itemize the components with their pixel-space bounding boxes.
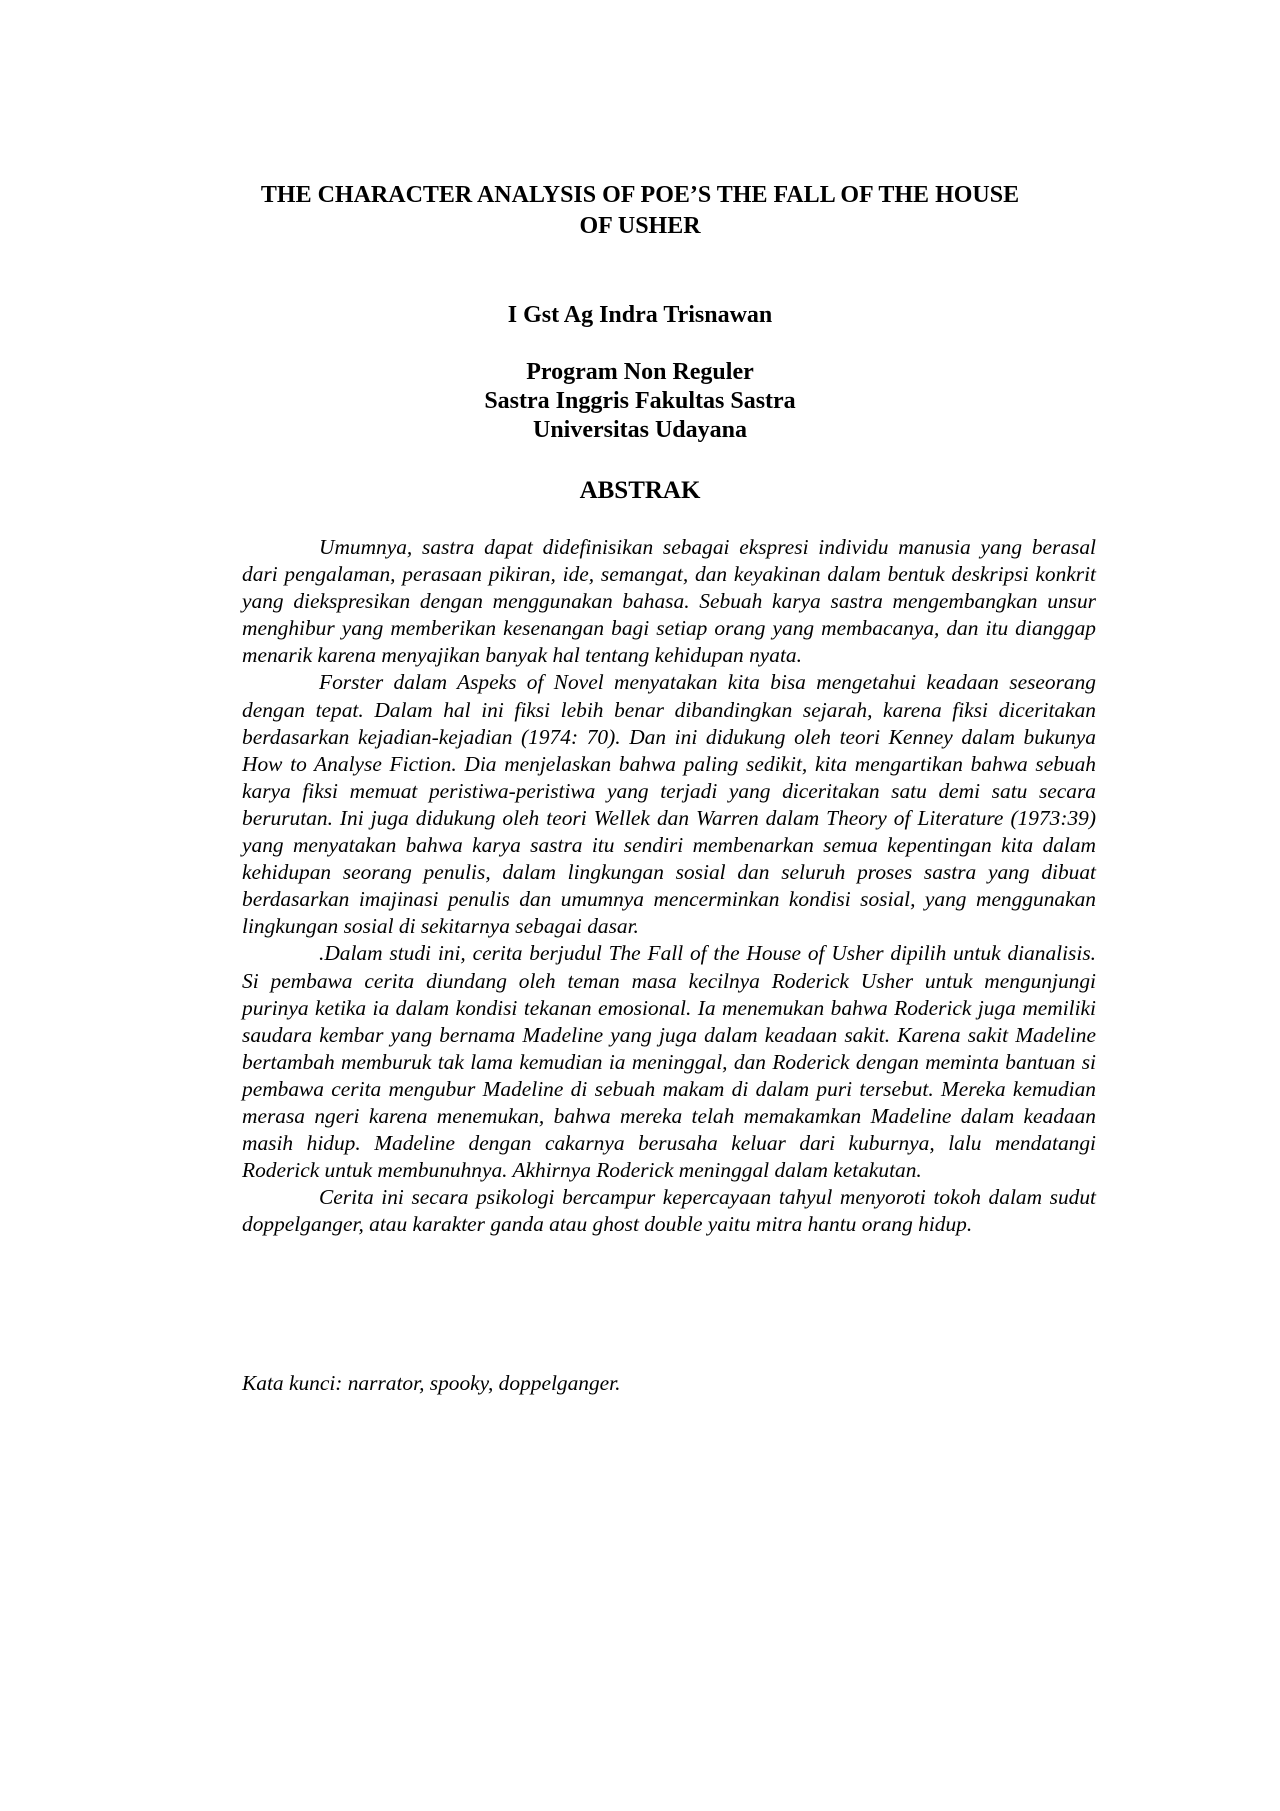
affiliation-faculty: Sastra Inggris Fakultas Sastra	[484, 388, 796, 414]
paper-title-line-2: OF USHER	[579, 213, 701, 239]
affiliation-university: Universitas Udayana	[532, 417, 748, 443]
abstract-paragraph-3: .Dalam studi ini, cerita berjudul The Fall of the House of Usher dipilih untuk dianalisis. Si pembawa cerita diundang oleh teman masa kecilnya Roderick Usher untuk mengunjungi purinya ketika ia dalam kondisi tekanan emosional. Ia menemukan bahwa Roderick juga memiliki saudara kembar yang bernama Madeline yang juga dalam keadaan sakit. Karena sakit Madeline bertambah memburuk tak lama kemudian ia meninggal, dan Roderick dengan meminta bantuan si pembawa cerita mengubur Madeline di sebuah makam di dalam puri tersebut. Mereka kemudian merasa ngeri karena menemukan, bahwa mereka telah memakamkan Madeline dalam keadaan masih hidup. Madeline dengan cakarnya berusaha keluar dari kuburnya, lalu mendatangi Roderick untuk membunuhnya. Akhirnya Roderick meninggal dalam ketakutan.	[242, 941, 1096, 1183]
abstract-paragraph-2: Forster dalam Aspeks of Novel menyatakan kita bisa mengetahui keadaan seseorang dengan tepat. Dalam hal ini fiksi lebih benar dibandingkan sejarah, karena fiksi diceritakan berdasarkan kejadian-kejadian (1974: 70). Dan ini didukung oleh teori Kenney dalam bukunya How to Analyse Fiction. Dia menjelaskan bahwa paling sedikit, kita mengartikan bahwa sebuah karya fiksi memuat peristiwa-peristiwa yang terjadi yang diceritakan satu demi satu secara berurutan. Ini juga didukung oleh teori Wellek dan Warren dalam Theory of Literature (1973:39) yang menyatakan bahwa karya sastra itu sendiri membenarkan semua kepentingan kita dalam kehidupan seorang penulis, dalam lingkungan sosial dan seluruh proses sastra yang dibuat berdasarkan imajinasi penulis dan umumnya mencerminkan kondisi sosial, yang menggunakan lingkungan sosial di sekitarnya sebagai dasar.	[242, 670, 1096, 939]
author-affiliation	[0, 358, 1280, 445]
abstract-heading: ABSTRAK	[579, 477, 701, 504]
abstract-body	[242, 534, 1096, 1238]
paper-title-line-1: THE CHARACTER ANALYSIS OF POE’S THE FALL OF THE HOUSE	[260, 182, 1020, 208]
author-name: I Gst Ag Indra Trisnawan	[507, 302, 773, 328]
paper-title	[0, 180, 1280, 242]
abstract-paragraph-1: Umumnya, sastra dapat didefinisikan sebagai ekspresi individu manusia yang berasal dari pengalaman, perasaan pikiran, ide, semangat, dan keyakinan dalam bentuk deskripsi konkrit yang diekspresikan dengan menggunakan bahasa. Sebuah karya sastra mengembangkan unsur menghibur yang memberikan kesenangan bagi setiap orang yang membacanya, dan itu dianggap menarik karena menyajikan banyak hal tentang kehidupan nyata.	[242, 535, 1096, 668]
affiliation-program: Program Non Reguler	[526, 359, 754, 385]
abstract-paragraph-4: Cerita ini secara psikologi bercampur kepercayaan tahyul menyoroti tokoh dalam sudut doppelganger, atau karakter ganda atau ghost double yaitu mitra hantu orang hidup.	[242, 1185, 1096, 1237]
keywords: Kata kunci: narrator, spooky, doppelganger.	[242, 1371, 621, 1395]
